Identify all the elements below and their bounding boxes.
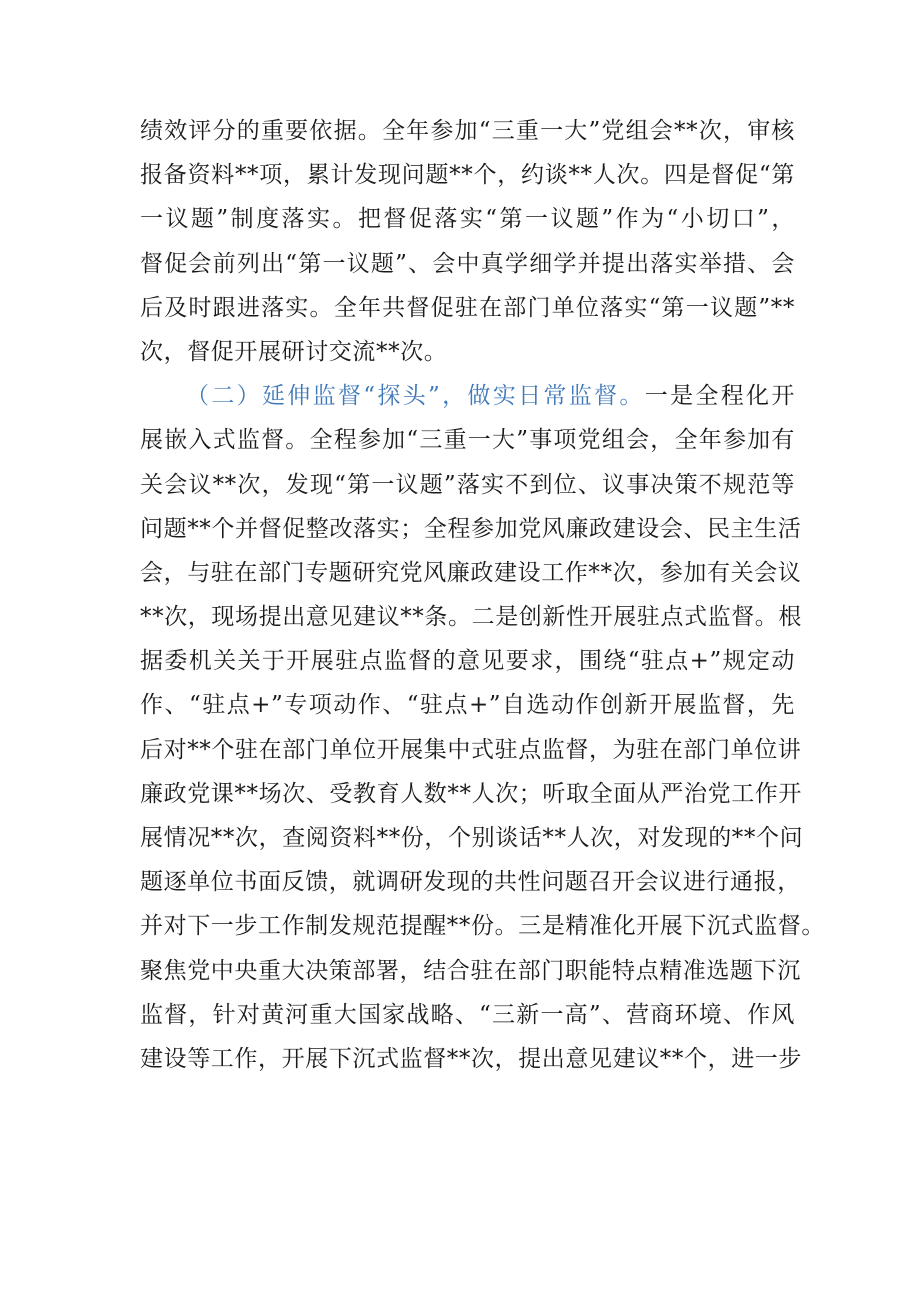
text-line: 廉政党课**场次、受教育人数**人次；听取全面从严治党工作开 [140, 780, 802, 807]
text-line: 会，与驻在部门专题研究党风廉政建设工作**次，参加有关会议 [140, 559, 802, 586]
text-line: 建设等工作，开展下沉式监督**次，提出意见建议**个，进一步 [140, 1045, 802, 1072]
text-line: 作、“驻点+”专项动作、“驻点+”自选动作创新开展监督，先 [140, 692, 795, 719]
text-line: **次，现场提出意见建议**条。二是创新性开展驻点式监督。根 [140, 604, 802, 631]
text-line: 督促会前列出“第一议题”、会中真学细学并提出落实举措、会 [140, 250, 795, 277]
text-line: 次，督促开展研讨交流**次。 [140, 338, 448, 365]
text-line: 监督，针对黄河重大国家战略、“三新一高”、营商环境、作风 [140, 1001, 795, 1028]
text-line: 据委机关关于开展驻点监督的意见要求，围绕“驻点+”规定动 [140, 648, 795, 675]
section-heading: （二）延伸监督“探头”，做实日常监督。 [186, 383, 645, 410]
text-line: 一议题”制度落实。把督促落实“第一议题”作为“小切口”， [140, 206, 795, 233]
text-line: 并对下一步工作制发规范提醒**份。三是精准化开展下沉式监督。 [140, 913, 825, 940]
text-line: 题逐单位书面反馈，就调研发现的共性问题召开会议进行通报， [140, 869, 801, 896]
document-body [140, 109, 825, 1081]
text-line: 绩效评分的重要依据。全年参加“三重一大”党组会**次，审核 [140, 118, 795, 144]
text-line: 后对**个驻在部门单位开展集中式驻点监督，为驻在部门单位讲 [140, 736, 802, 763]
section-first-line-text: 一是全程化开 [644, 383, 795, 410]
text-line: 报备资料**项，累计发现问题**个，约谈**人次。四是督促“第 [140, 162, 795, 189]
text-line: 问题**个并督促整改落实；全程参加党风廉政建设会、民主生活 [140, 515, 802, 542]
text-line: 关会议**次，发现“第一议题”落实不到位、议事决策不规范等 [140, 471, 795, 498]
text-line: 展嵌入式监督。全程参加“三重一大”事项党组会，全年参加有 [140, 427, 795, 454]
text-line: 展情况**次，查阅资料**份，个别谈话**人次，对发现的**个问 [140, 825, 804, 851]
text-line: 聚焦党中央重大决策部署，结合驻在部门职能特点精准选题下沉 [140, 957, 801, 984]
text-line: 后及时跟进落实。全年共督促驻在部门单位落实“第一议题”** [140, 294, 795, 321]
section-first-line [140, 374, 795, 418]
